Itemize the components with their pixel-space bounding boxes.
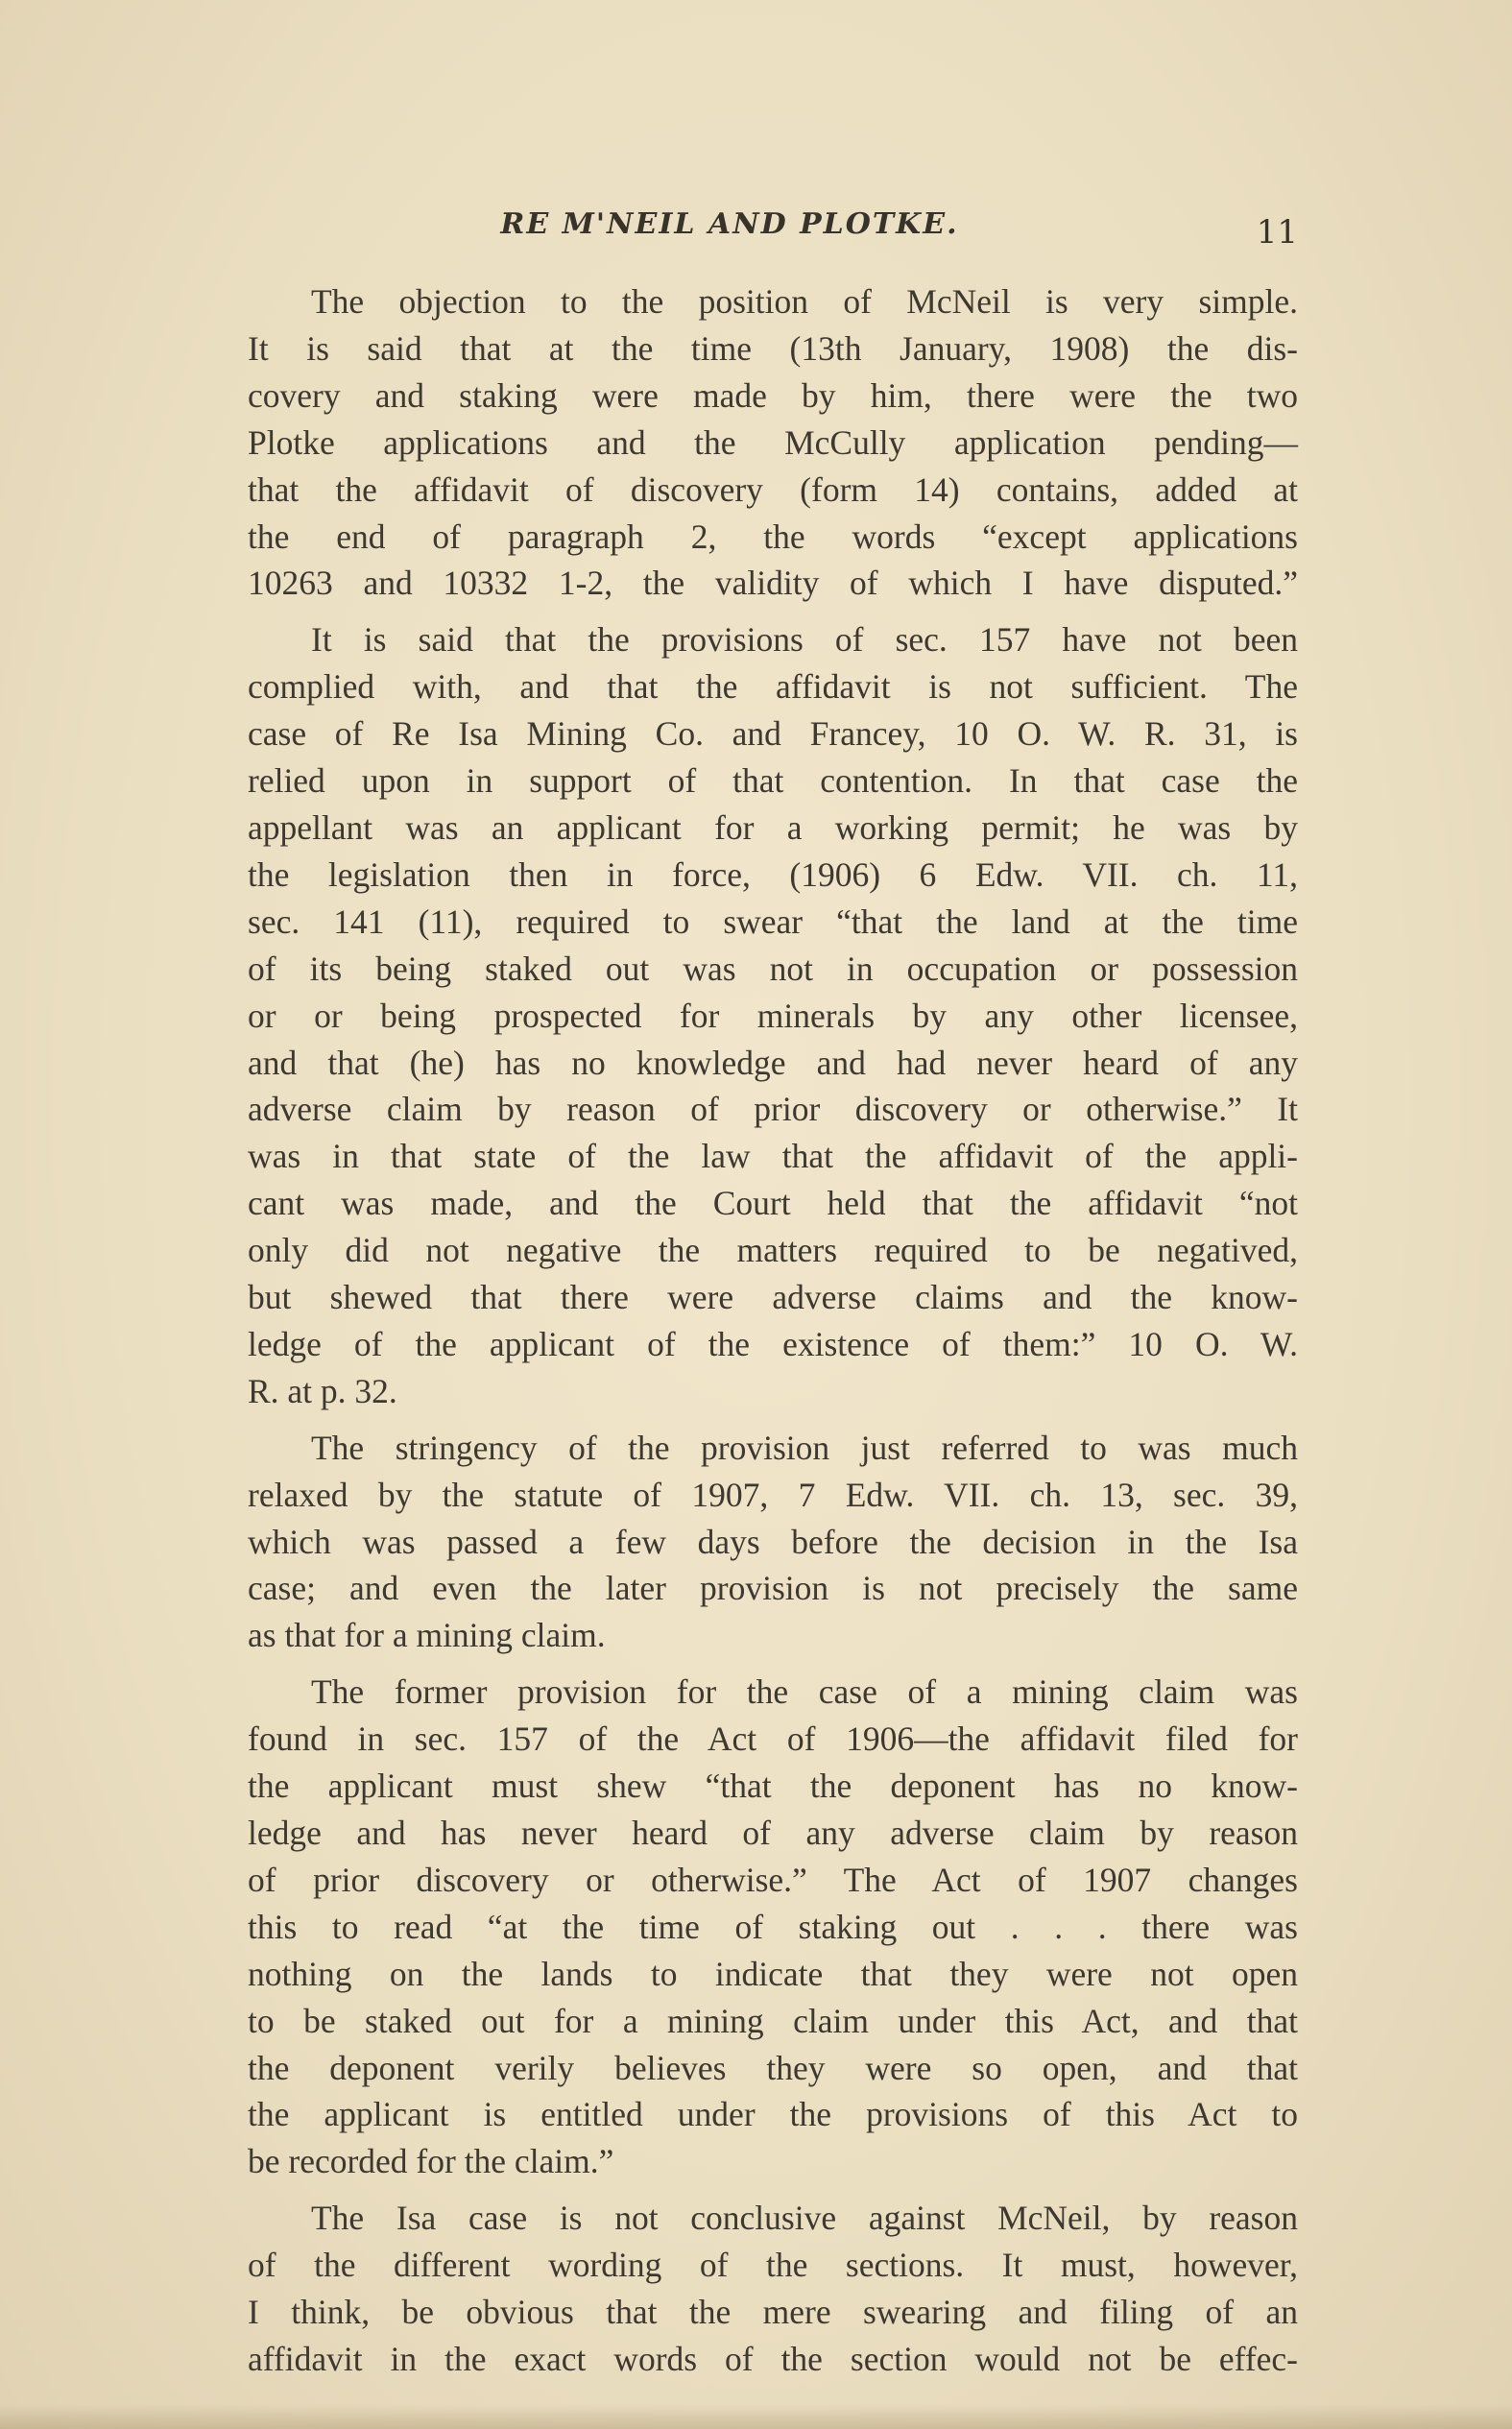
text-line: case; and even the later provision is not precisely the same — [248, 1569, 1298, 1608]
text-line: The objection to the position of McNeil is very simple. — [311, 282, 1298, 321]
text-line: adverse claim by reason of prior discovery or otherwise.” It — [248, 1090, 1298, 1129]
text-line: appellant was an applicant for a working permit; he was by — [248, 807, 1298, 847]
text-line: R. at p. 32. — [248, 1371, 397, 1410]
text-line: the end of paragraph 2, the words “except applications — [248, 517, 1298, 556]
page-number: 11 — [1256, 213, 1298, 252]
text-line: the legislation then in force, (1906) 6 Edw. VII. ch. 11, — [248, 854, 1298, 894]
text-line: to be staked out for a mining claim under this Act, and that — [248, 2001, 1298, 2040]
text-line: The Isa case is not conclusive against McNeil, by reason — [311, 2199, 1298, 2238]
text-line: cant was made, and the Court held that the affidavit “not — [248, 1184, 1298, 1223]
text-line: the applicant is entitled under the provisions of this Act to — [248, 2095, 1298, 2134]
text-line: was in that state of the law that the affidavit of the appli- — [248, 1137, 1298, 1176]
text-line: the deponent verily believes they were so open, and that — [248, 2048, 1298, 2087]
text-line: sec. 141 (11), required to swear “that the land at the time — [248, 902, 1298, 941]
text-line: and that (he) has no knowledge and had never heard of any — [248, 1043, 1298, 1082]
text-line: found in sec. 157 of the Act of 1906—the affidavit filed for — [248, 1720, 1298, 1759]
text-line: be recorded for the claim.” — [248, 2142, 614, 2181]
running-header — [250, 202, 1306, 259]
text-line: relied upon in support of that contention. In that case the — [248, 761, 1298, 801]
text-line: The former provision for the case of a mining claim was — [311, 1672, 1298, 1712]
page-bottom-edge — [0, 2404, 1512, 2429]
text-line: of its being staked out was not in occupation or possession — [248, 949, 1298, 988]
text-line: of the different wording of the sections. It must, however, — [248, 2246, 1298, 2285]
text-line: which was passed a few days before the decision in the Isa — [248, 1522, 1298, 1561]
text-line: of prior discovery or otherwise.” The Act of 1907 changes — [248, 1860, 1298, 1899]
text-line: but shewed that there were adverse claims and the know- — [248, 1278, 1298, 1317]
text-line: this to read “at the time of staking out . . . there was — [248, 1907, 1298, 1946]
paragraph — [248, 278, 1298, 607]
text-line: the applicant must shew “that the deponent has no know- — [248, 1767, 1298, 1806]
paragraph — [248, 1669, 1298, 2185]
text-line: as that for a mining claim. — [248, 1616, 606, 1655]
text-line: The stringency of the provision just referred to was much — [311, 1428, 1298, 1467]
text-line: complied with, and that the affidavit is not sufficient. The — [248, 667, 1298, 707]
text-line: affidavit in the exact words of the section would not be effec- — [248, 2339, 1298, 2378]
text-line: covery and staking were made by him, there were the two — [248, 375, 1298, 415]
text-line: I think, be obvious that the mere swearing and filing of an — [248, 2293, 1298, 2332]
text-line: It is said that the provisions of sec. 157 have not been — [311, 620, 1298, 660]
text-line: ledge and has never heard of any adverse claim by reason — [248, 1814, 1298, 1852]
paragraph — [248, 2195, 1298, 2383]
text-line: only did not negative the matters required to be negatived, — [248, 1231, 1298, 1270]
body-text — [248, 278, 1298, 2393]
text-line: that the affidavit of discovery (form 14) contains, added at — [248, 469, 1298, 509]
text-line: or or being prospected for minerals by any other licensee, — [248, 996, 1298, 1035]
paragraph — [248, 616, 1298, 1414]
running-title: RE M'NEIL AND PLOTKE. — [500, 207, 959, 241]
text-line: Plotke applications and the McCully application pending— — [248, 422, 1298, 462]
text-line: case of Re Isa Mining Co. and Francey, 10 O. W. R. 31, is — [248, 714, 1298, 754]
paragraph — [248, 1425, 1298, 1660]
text-line: It is said that at the time (13th January, 1908) the dis- — [248, 328, 1298, 368]
text-line: nothing on the lands to indicate that they were not open — [248, 1954, 1298, 1993]
text-line: ledge of the applicant of the existence of them:” 10 O. W. — [248, 1324, 1298, 1363]
text-line: 10263 and 10332 1-2, the validity of which I have disputed.” — [248, 564, 1298, 603]
text-line: relaxed by the statute of 1907, 7 Edw. VII. ch. 13, sec. 39, — [248, 1475, 1298, 1514]
